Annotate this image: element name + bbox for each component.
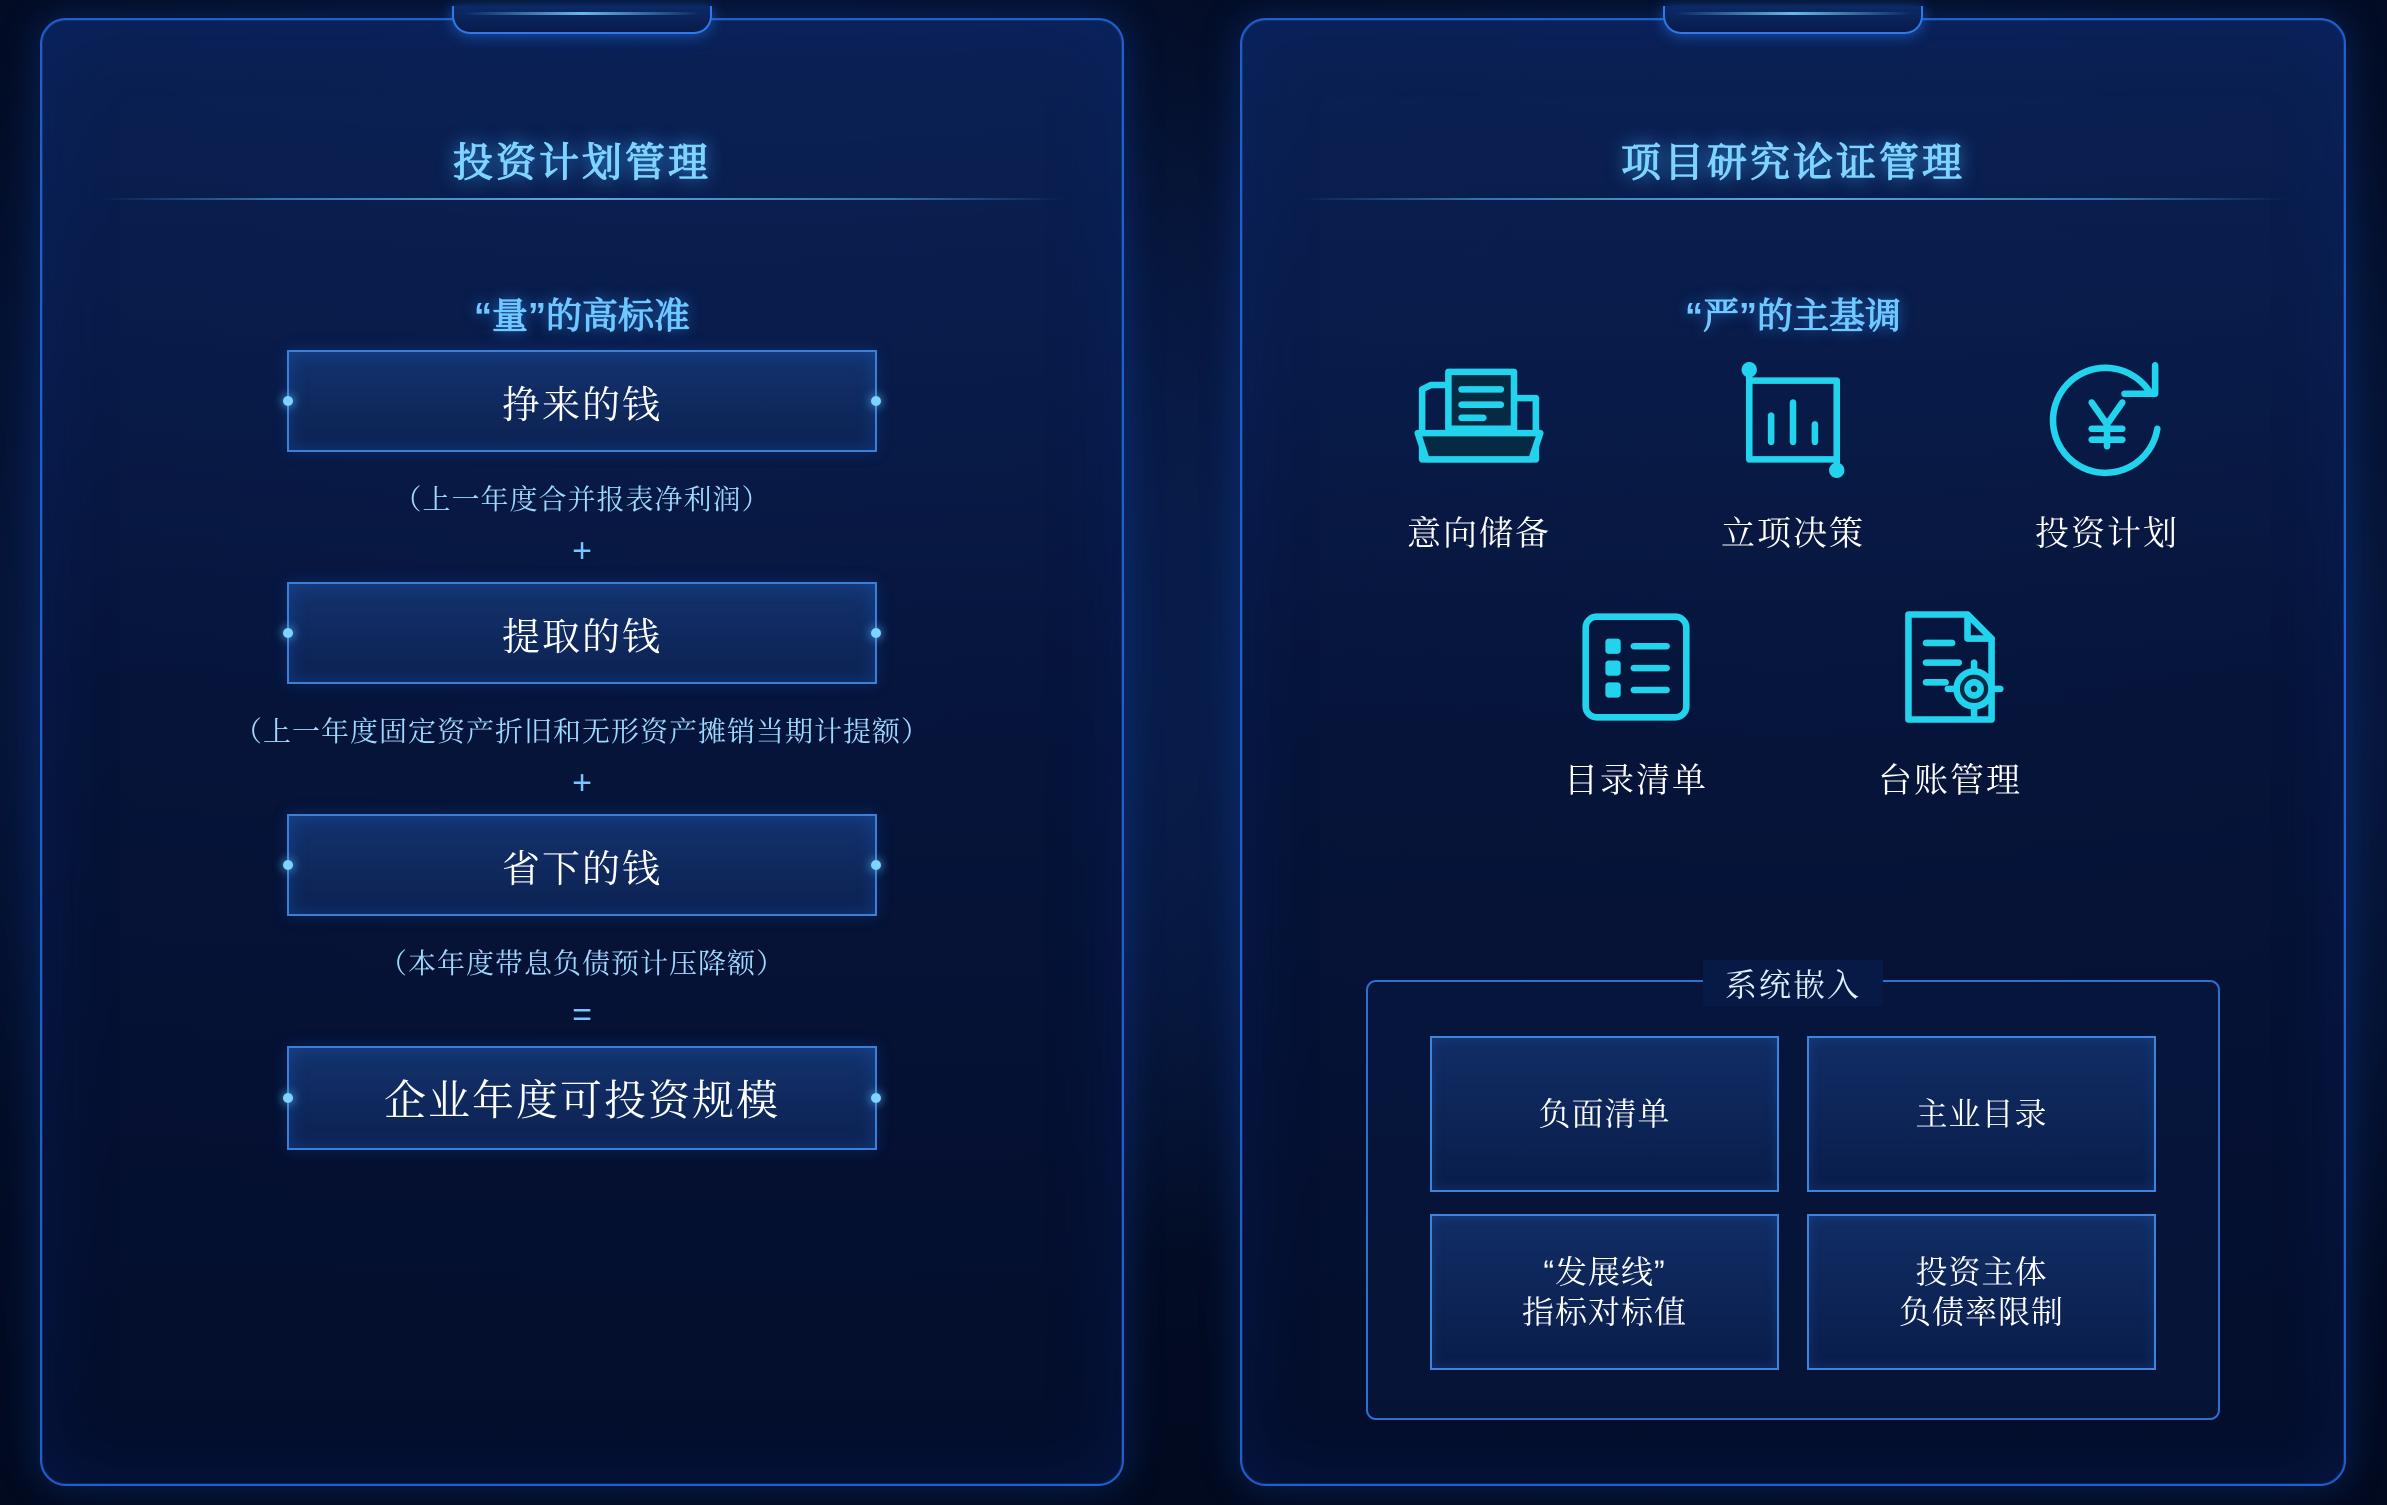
formula-chip-label: 省下的钱	[501, 848, 662, 891]
checklist-icon	[1479, 597, 1793, 737]
mini-label-line2: 指标对标值	[1521, 1294, 1687, 1330]
connector-dot-icon	[871, 396, 881, 406]
mini-label-line1: 负面清单	[1538, 1096, 1671, 1132]
formula-chip-withdrawn	[287, 582, 877, 684]
page-title-right: 项目研究论证管理	[1621, 140, 1965, 185]
investment-formula-flow	[42, 350, 1122, 1150]
yuan-refresh-icon	[1950, 350, 2264, 490]
capability-label: 台账管理	[1878, 762, 2022, 800]
connector-dot-icon	[283, 860, 293, 870]
formula-step-1	[287, 350, 877, 452]
connector-dot-icon	[283, 1093, 293, 1103]
formula-chip-result	[287, 1046, 877, 1150]
formula-operator-2: +	[572, 764, 592, 802]
panel-project-research	[1240, 18, 2346, 1486]
panel-notch-left	[452, 6, 712, 34]
connector-dot-icon	[871, 860, 881, 870]
mini-label-line1: “发展线”	[1543, 1254, 1666, 1290]
formula-note-2: （上一年度固定资产折旧和无形资产摊销当期计提额）	[233, 716, 930, 747]
connector-dot-icon	[283, 628, 293, 638]
document-gear-icon	[1793, 597, 2107, 737]
formula-operator-1: +	[572, 532, 592, 570]
formula-step-2	[287, 582, 877, 684]
mini-label-line1: 主业目录	[1915, 1096, 2048, 1132]
folder-document-icon	[1322, 350, 1636, 490]
capability-label: 立项决策	[1721, 515, 1865, 553]
title-divider-left	[100, 198, 1064, 200]
system-embed-item-negative-list[interactable]	[1430, 1036, 1779, 1192]
formula-note-1: （上一年度合并报表净利润）	[393, 484, 771, 515]
formula-chip-label: 提取的钱	[501, 616, 662, 659]
formula-chip-saved	[287, 814, 877, 916]
formula-note-3: （本年度带息负债预计压降额）	[378, 948, 785, 979]
formula-chip-label: 企业年度可投资规模	[383, 1077, 780, 1124]
formula-chip-label: 挣来的钱	[501, 384, 662, 427]
panel-investment-plan	[40, 18, 1124, 1486]
formula-chip-earned	[287, 350, 877, 452]
system-embed-item-debt-ratio-limit[interactable]	[1807, 1214, 2156, 1370]
system-embed-group	[1366, 967, 2220, 1420]
capability-label: 目录清单	[1564, 762, 1708, 800]
connector-dot-icon	[871, 628, 881, 638]
formula-operator-3: =	[572, 996, 592, 1034]
panel-notch-right	[1663, 6, 1923, 34]
capability-item-catalog-list[interactable]	[1479, 597, 1793, 802]
bar-chart-icon	[1636, 350, 1950, 490]
subtitle-right: “严”的主基调	[1684, 294, 1901, 336]
capability-label: 意向储备	[1407, 515, 1551, 553]
page-title-left: 投资计划管理	[453, 140, 711, 185]
capability-item-ledger-management[interactable]	[1793, 597, 2107, 802]
capability-item-project-approval[interactable]	[1636, 350, 1950, 555]
capability-label: 投资计划	[2035, 515, 2179, 553]
title-divider-right	[1300, 198, 2286, 200]
capability-item-investment-plan[interactable]	[1950, 350, 2264, 555]
formula-step-3	[287, 814, 877, 916]
capability-item-intent-reserve[interactable]	[1322, 350, 1636, 555]
capability-icon-grid	[1302, 350, 2284, 844]
mini-label-line1: 投资主体	[1915, 1254, 2048, 1290]
mini-label-line2: 负债率限制	[1898, 1294, 2064, 1330]
subtitle-left: “量”的高标准	[473, 294, 690, 336]
system-embed-item-development-line[interactable]	[1430, 1214, 1779, 1370]
connector-dot-icon	[871, 1093, 881, 1103]
formula-result	[287, 1046, 877, 1150]
system-embed-item-main-business-catalog[interactable]	[1807, 1036, 2156, 1192]
system-embed-legend: 系统嵌入	[1703, 960, 1883, 1006]
connector-dot-icon	[283, 396, 293, 406]
